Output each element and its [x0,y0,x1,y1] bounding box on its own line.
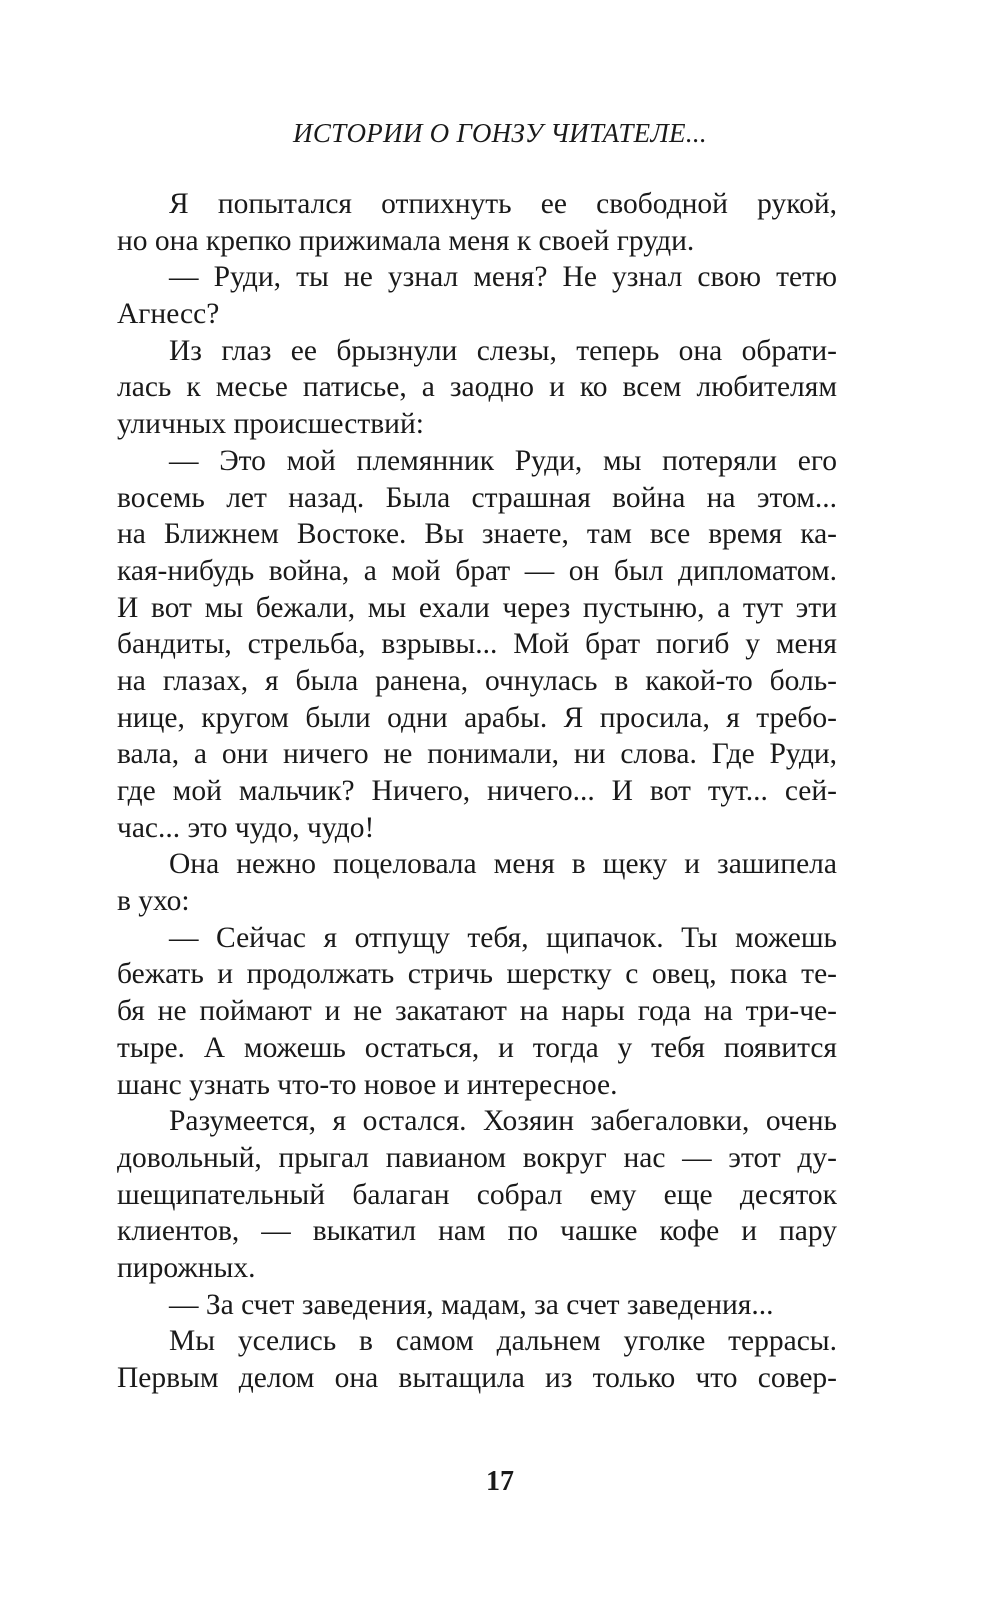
text-line: вала, а они ничего не понимали, ни слова. Где Руди, [117,738,837,771]
running-head: ИСТОРИИ О ГОНЗУ ЧИТАТЕЛЕ... [293,118,707,148]
text-line: лась к месье патисье, а заодно и ко всем любителям [117,371,837,404]
text-line: нице, кругом были одни арабы. Я просила, я требо- [117,701,837,734]
text-line: — За счет заведения, мадам, за счет заведения... [169,1288,774,1321]
text-line: на глазах, я была ранена, очнулась в какой-то боль- [117,664,837,697]
text-line: довольный, прыгал павианом вокруг нас — этот ду- [117,1141,837,1174]
text-line: Агнесс? [117,298,220,331]
text-line: Из глаз ее брызнули слезы, теперь она обрати- [169,334,837,367]
text-line: Разумеется, я остался. Хозяин забегаловки, очень [169,1105,837,1138]
text-line: шанс узнать что-то новое и интересное. [117,1068,618,1101]
text-line: на Ближнем Востоке. Вы знаете, там все время ка- [117,518,837,551]
page-number: 17 [486,1466,514,1497]
body-text [117,186,837,1397]
text-line: И вот мы бежали, мы ехали через пустыню, а тут эти [117,591,837,624]
text-line: — Руди, ты не узнал меня? Не узнал свою тетю [169,261,837,294]
text-line: шещипательный балаган собрал ему еще десяток [117,1178,837,1211]
text-line: — Сейчас я отпущу тебя, щипачок. Ты можешь [169,921,837,954]
text-line: где мой мальчик? Ничего, ничего... И вот тут... сей- [117,775,837,807]
text-line: в ухо: [117,885,190,918]
text-line: Первым делом она вытащила из только что совер- [117,1362,837,1394]
text-line: бандиты, стрельба, взрывы... Мой брат погиб у меня [117,628,837,661]
text-line: восемь лет назад. Была страшная война на этом... [117,481,837,514]
text-line: бежать и продолжать стричь шерстку с овец, пока те- [117,958,837,991]
text-line: пирожных. [117,1251,256,1284]
text-line: час... это чудо, чудо! [117,811,375,844]
text-line: Мы уселись в самом дальнем уголке террасы. [169,1325,837,1358]
text-line: но она крепко прижимала меня к своей груди. [117,224,695,257]
text-line: клиентов, — выкатил нам по чашке кофе и пару [117,1215,837,1248]
text-line: кая-нибудь война, а мой брат — он был дипломатом. [117,554,837,587]
text-line: бя не поймают и не закатают на нары года на три-че- [117,995,837,1028]
text-line: Она нежно поцеловала меня в щеку и зашипела [169,848,837,881]
text-line: Я попытался отпихнуть ее свободной рукой, [169,188,837,220]
text-line: уличных происшествий: [117,408,424,441]
text-line: — Это мой племянник Руди, мы потеряли его [169,444,837,477]
text-line: тыре. А можешь остаться, и тогда у тебя появится [117,1031,837,1064]
